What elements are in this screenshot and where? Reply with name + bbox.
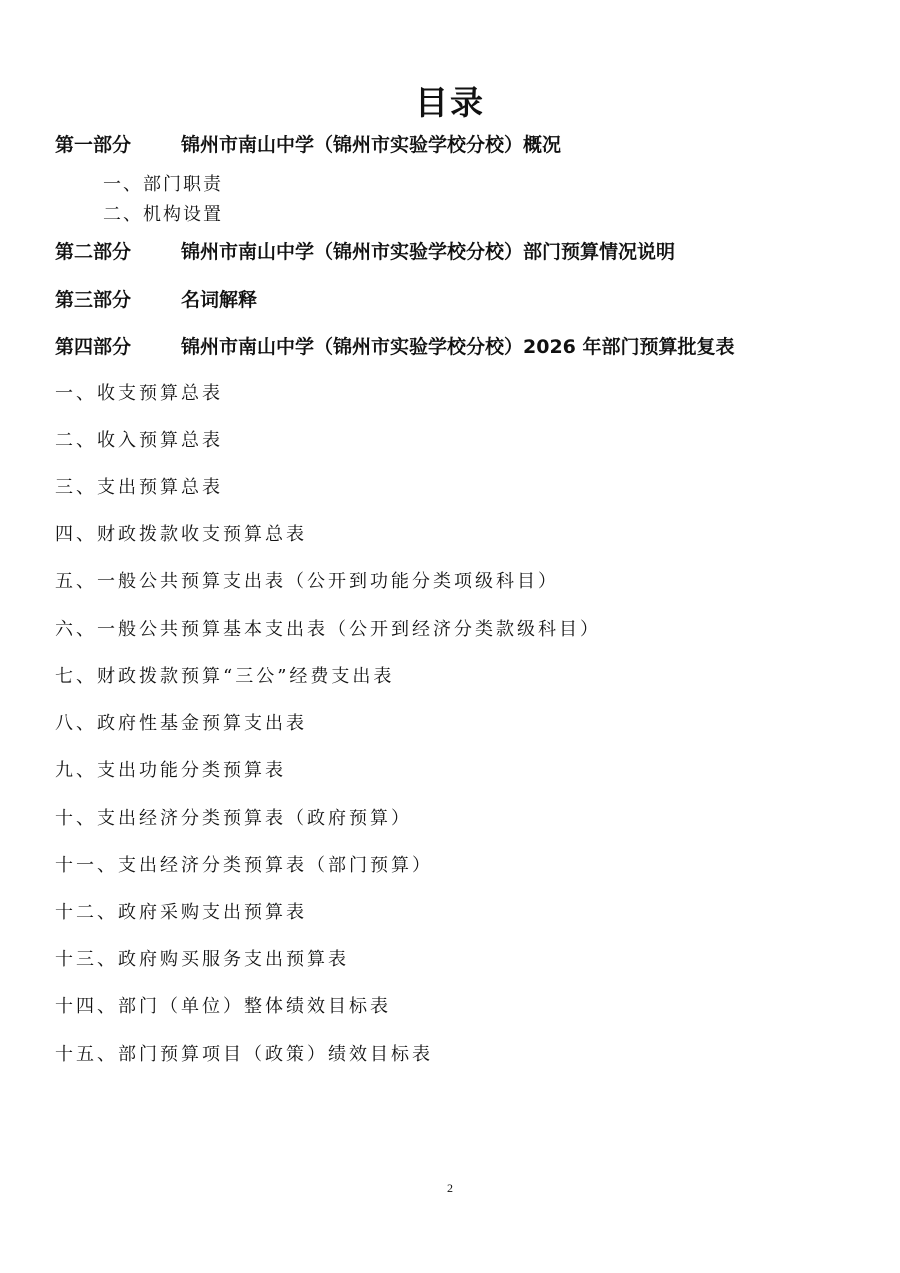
part-text: 锦州市南山中学（锦州市实验学校分校）2026 年部门预算批复表 xyxy=(181,336,735,358)
toc-table-item[interactable]: 六、一般公共预算基本支出表（公开到经济分类款级科目） xyxy=(55,619,601,640)
toc-table-item[interactable]: 十、支出经济分类预算表（政府预算） xyxy=(55,808,412,829)
toc-part-4[interactable] xyxy=(55,333,735,361)
toc-table-item[interactable]: 十一、支出经济分类预算表（部门预算） xyxy=(55,855,433,876)
toc-table-item[interactable]: 四、财政拨款收支预算总表 xyxy=(55,524,307,545)
part-text: 锦州市南山中学（锦州市实验学校分校）部门预算情况说明 xyxy=(181,241,676,263)
toc-table-item[interactable]: 八、政府性基金预算支出表 xyxy=(55,713,307,734)
part-label: 第二部分 xyxy=(55,241,132,263)
toc-table-item[interactable]: 十二、政府采购支出预算表 xyxy=(55,902,307,923)
part-label: 第三部分 xyxy=(55,289,132,311)
toc-table-item[interactable]: 三、支出预算总表 xyxy=(55,477,223,498)
toc-subitem-2[interactable]: 二、机构设置 xyxy=(103,204,223,225)
toc-table-item[interactable]: 十三、政府购买服务支出预算表 xyxy=(55,949,349,970)
toc-part-1[interactable] xyxy=(55,131,561,159)
toc-part-3[interactable] xyxy=(55,286,257,314)
toc-part-2[interactable] xyxy=(55,238,675,266)
page-title: 目录 xyxy=(415,83,485,122)
part-label: 第四部分 xyxy=(55,336,132,358)
toc-table-item[interactable]: 七、财政拨款预算“三公”经费支出表 xyxy=(55,666,395,687)
toc-table-item[interactable]: 五、一般公共预算支出表（公开到功能分类项级科目） xyxy=(55,571,559,592)
toc-table-item[interactable]: 十四、部门（单位）整体绩效目标表 xyxy=(55,996,391,1017)
toc-table-item[interactable]: 九、支出功能分类预算表 xyxy=(55,760,286,781)
part-label: 第一部分 xyxy=(55,134,132,156)
toc-subitem-1[interactable]: 一、部门职责 xyxy=(103,174,223,195)
toc-table-item[interactable]: 一、收支预算总表 xyxy=(55,383,223,404)
toc-table-item[interactable]: 十五、部门预算项目（政策）绩效目标表 xyxy=(55,1044,433,1065)
part-text: 名词解释 xyxy=(181,289,258,311)
page-number: 2 xyxy=(447,1181,453,1195)
toc-table-item[interactable]: 二、收入预算总表 xyxy=(55,430,223,451)
part-text: 锦州市南山中学（锦州市实验学校分校）概况 xyxy=(181,134,562,156)
